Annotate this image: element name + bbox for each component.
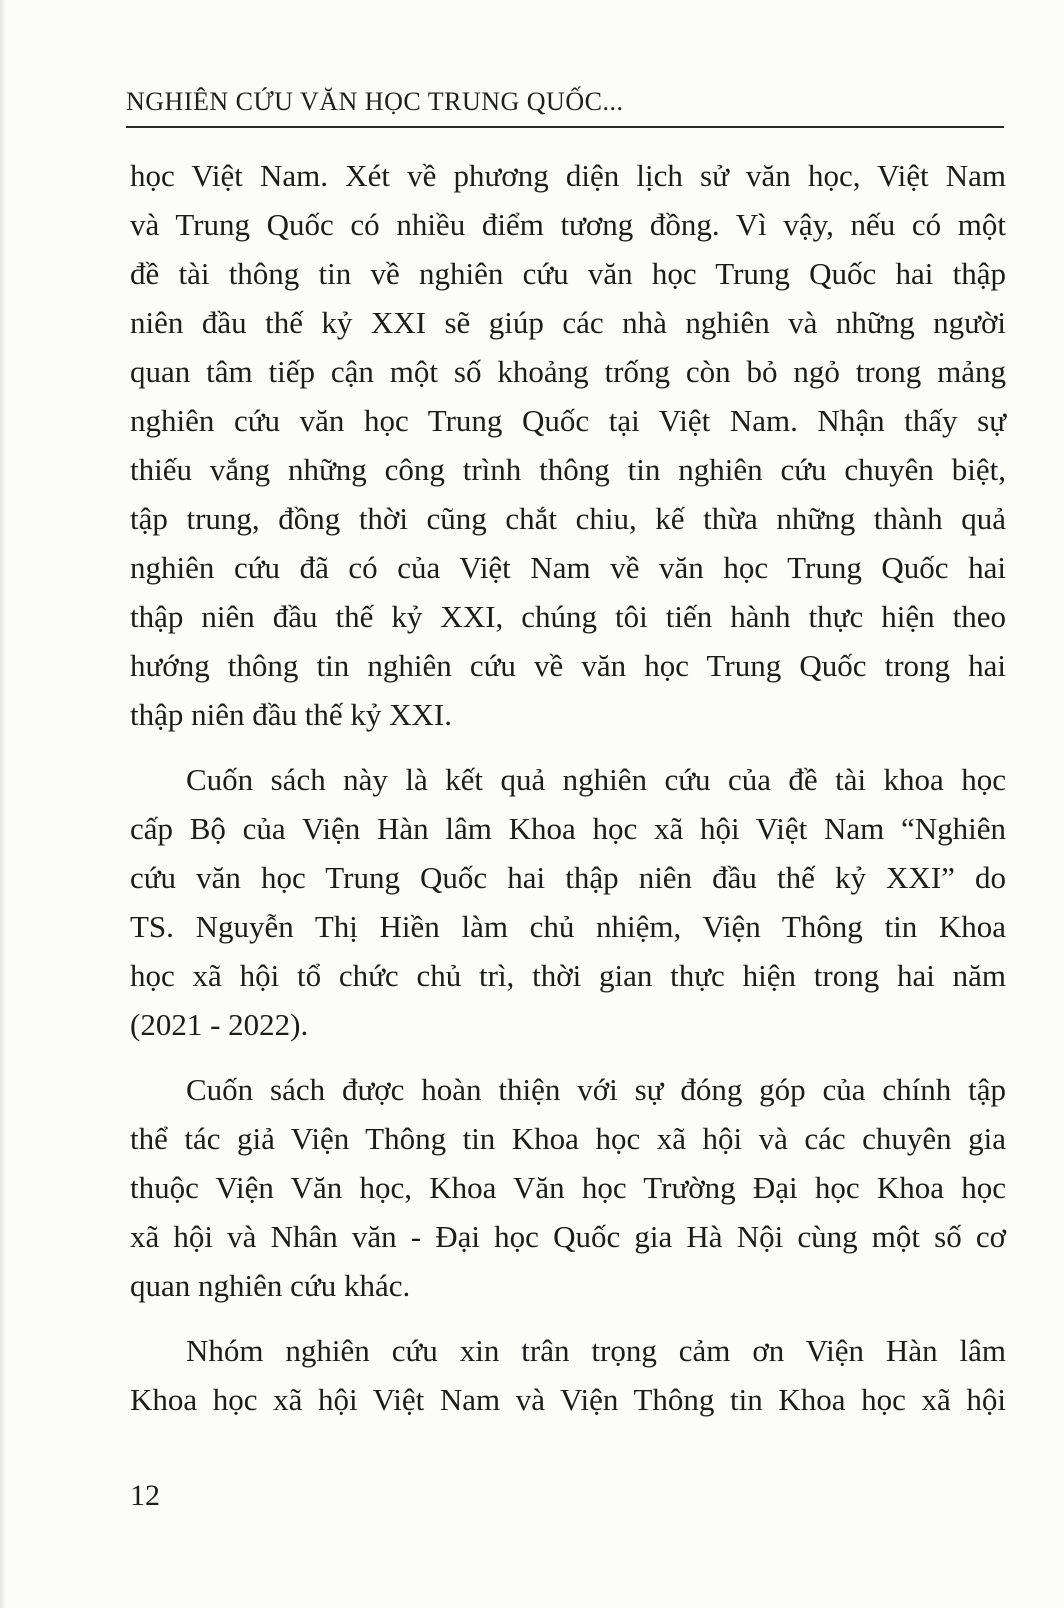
text-line: (2021 - 2022). (130, 1007, 309, 1042)
text-line: thập niên đầu thế kỷ XXI, chúng tôi tiến hành thực hiện theo (130, 599, 1006, 634)
text-line: nghiên cứu văn học Trung Quốc tại Việt Nam. Nhận thấy sự (130, 403, 1006, 438)
page-edge (0, 0, 6, 1608)
text-line: hướng thông tin nghiên cứu về văn học Trung Quốc trong hai (130, 648, 1006, 683)
text-line: Cuốn sách này là kết quả nghiên cứu của đề tài khoa học (186, 762, 1006, 797)
text-line: TS. Nguyễn Thị Hiền làm chủ nhiệm, Viện Thông tin Khoa (130, 909, 1006, 944)
text-line: Khoa học xã hội Việt Nam và Viện Thông tin Khoa học xã hội (130, 1382, 1006, 1417)
text-line: nghiên cứu đã có của Việt Nam về văn học Trung Quốc hai (130, 550, 1006, 585)
page-number: 12 (130, 1479, 160, 1512)
text-line: học xã hội tổ chức chủ trì, thời gian thực hiện trong hai năm (130, 958, 1006, 993)
text-line: học Việt Nam. Xét về phương diện lịch sử văn học, Việt Nam (130, 158, 1006, 193)
text-line: xã hội và Nhân văn - Đại học Quốc gia Hà Nội cùng một số cơ (130, 1219, 1006, 1254)
text-line: và Trung Quốc có nhiều điểm tương đồng. Vì vậy, nếu có một (130, 207, 1006, 242)
text-line: quan tâm tiếp cận một số khoảng trống còn bỏ ngỏ trong mảng (130, 354, 1006, 389)
text-line: tập trung, đồng thời cũng chắt chiu, kế thừa những thành quả (130, 501, 1006, 536)
text-line: đề tài thông tin về nghiên cứu văn học Trung Quốc hai thập (130, 256, 1006, 291)
text-line: cứu văn học Trung Quốc hai thập niên đầu thế kỷ XXI” do (130, 860, 1006, 895)
text-line: thuộc Viện Văn học, Khoa Văn học Trường Đại học Khoa học (130, 1170, 1006, 1205)
text-line: quan nghiên cứu khác. (130, 1268, 411, 1303)
text-line: thiếu vắng những công trình thông tin nghiên cứu chuyên biệt, (130, 452, 1006, 487)
text-line: cấp Bộ của Viện Hàn lâm Khoa học xã hội Việt Nam “Nghiên (130, 811, 1006, 846)
text-line: niên đầu thế kỷ XXI sẽ giúp các nhà nghiên và những người (130, 305, 1006, 340)
text-line: thập niên đầu thế kỷ XXI. (130, 697, 452, 732)
text-line: Nhóm nghiên cứu xin trân trọng cảm ơn Viện Hàn lâm (186, 1333, 1006, 1368)
running-header (126, 82, 1004, 128)
text-line: Cuốn sách được hoàn thiện với sự đóng góp của chính tập (186, 1072, 1006, 1107)
running-header-title: NGHIÊN CỨU VĂN HỌC TRUNG QUỐC... (126, 87, 624, 116)
text-line: thể tác giả Viện Thông tin Khoa học xã hội và các chuyên gia (130, 1121, 1006, 1156)
